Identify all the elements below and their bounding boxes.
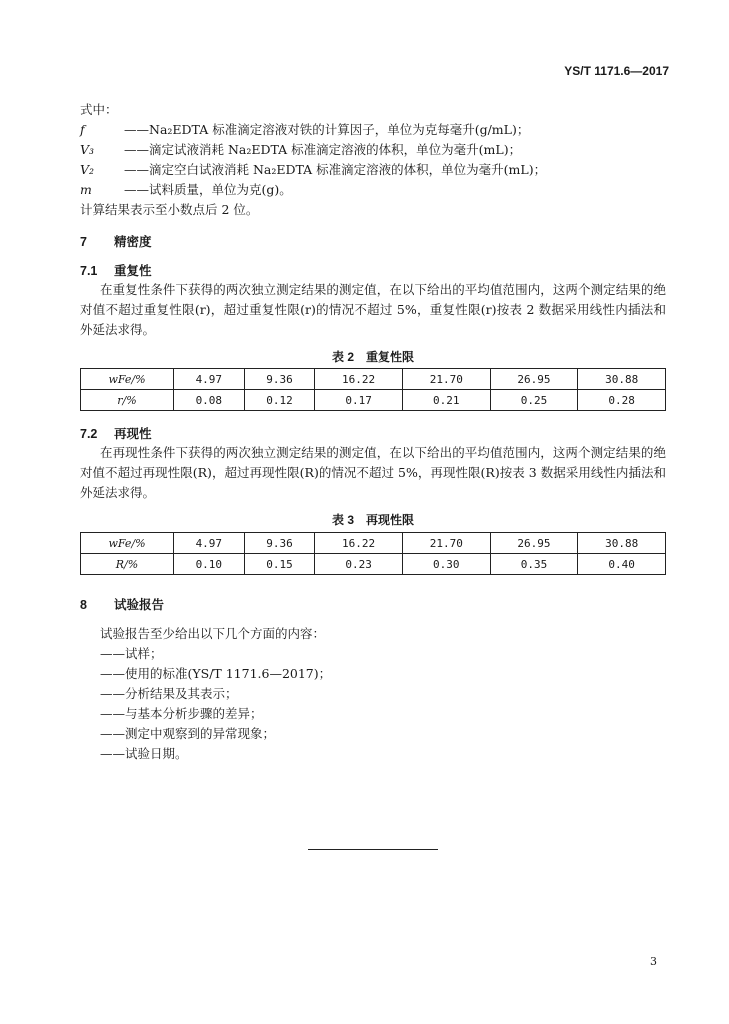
subsection-7-2-heading: [80, 425, 152, 443]
table-cell: 30.88: [578, 369, 666, 390]
subsection-7-1-heading: [80, 262, 152, 280]
reproducibility-table: [80, 532, 666, 575]
section-8-heading: [80, 596, 164, 614]
standard-code-header: YS/T 1171.6—2017: [564, 64, 669, 78]
section-number: 7: [80, 235, 87, 249]
table-cell: 0.08: [174, 390, 245, 411]
variable-symbol: f: [80, 122, 85, 137]
table-row: [81, 533, 666, 554]
variable-definition: ——滴定试液消耗 Na₂EDTA 标准滴定溶液的体积，单位为毫升(mL)；: [124, 142, 522, 157]
table-cell: 21.70: [402, 533, 490, 554]
row-label: r/%: [81, 390, 174, 411]
report-item: ——与基本分析步骤的差异；: [100, 706, 263, 721]
table-cell: 16.22: [315, 533, 403, 554]
variable-definition: ——滴定空白试液消耗 Na₂EDTA 标准滴定溶液的体积，单位为毫升(mL)；: [124, 162, 547, 177]
section-title: 试验报告: [114, 598, 165, 612]
table-cell: 16.22: [315, 369, 403, 390]
subsection-number: 7.1: [80, 264, 98, 278]
table-cell: 21.70: [402, 369, 490, 390]
variables-intro: 式中：: [80, 102, 118, 117]
table-cell: 4.97: [174, 533, 245, 554]
table-row: [81, 369, 666, 390]
variable-item: [80, 181, 292, 199]
table-cell: 0.40: [578, 554, 666, 575]
report-item: ——试验日期。: [100, 746, 188, 761]
report-item: ——使用的标准(YS/T 1171.6—2017)；: [100, 666, 332, 681]
table-row: [81, 390, 666, 411]
table-2-caption: 表 2 重复性限: [331, 350, 414, 364]
table-cell: 0.10: [174, 554, 245, 575]
row-label: wFe/%: [81, 533, 174, 554]
reproducibility-paragraph: 在再现性条件下获得的两次独立测定结果的测定值，在以下给出的平均值范围内，这两个测定结果的绝对值不超过再现性限(R)，超过再现性限(R)的情况不超过 5%，再现性限(R)按表 3 数据采用线性内插法和外延法求得。: [80, 445, 666, 500]
table-cell: 9.36: [244, 369, 315, 390]
table-cell: 0.15: [244, 554, 315, 575]
table-cell: 0.17: [315, 390, 403, 411]
table-cell: 0.35: [490, 554, 578, 575]
calculation-note: 计算结果表示至小数点后 2 位。: [80, 202, 259, 217]
table-cell: 4.97: [174, 369, 245, 390]
table-cell: 0.21: [402, 390, 490, 411]
variable-symbol: V₃: [80, 142, 95, 157]
table-cell: 0.30: [402, 554, 490, 575]
page-number: 3: [650, 955, 657, 968]
report-item: ——试样；: [100, 646, 163, 661]
table-cell: 0.28: [578, 390, 666, 411]
table-cell: 0.23: [315, 554, 403, 575]
report-item: ——测定中观察到的异常现象；: [100, 726, 276, 741]
report-intro: 试验报告至少给出以下几个方面的内容：: [100, 626, 326, 641]
variable-definition: ——Na₂EDTA 标准滴定溶液对铁的计算因子，单位为克每毫升(g/mL)；: [124, 122, 530, 137]
report-item: ——分析结果及其表示；: [100, 686, 238, 701]
table-cell: 30.88: [578, 533, 666, 554]
variable-item: [80, 141, 521, 159]
table-cell: 26.95: [490, 533, 578, 554]
section-number: 8: [80, 598, 87, 612]
section-title: 精密度: [114, 235, 152, 249]
variable-symbol: V₂: [80, 162, 95, 177]
table-cell: 0.25: [490, 390, 578, 411]
variable-item: [80, 161, 546, 179]
table-3-caption: 表 3 再现性限: [331, 513, 414, 527]
variable-symbol: m: [80, 182, 92, 197]
subsection-title: 重复性: [114, 264, 152, 278]
table-cell: 9.36: [244, 533, 315, 554]
subsection-title: 再现性: [114, 427, 152, 441]
end-of-document-rule: [308, 849, 438, 850]
section-7-heading: [80, 233, 152, 251]
table-cell: 0.12: [244, 390, 315, 411]
table-row: [81, 554, 666, 575]
repeatability-table: [80, 368, 666, 411]
repeatability-paragraph: 在重复性条件下获得的两次独立测定结果的测定值，在以下给出的平均值范围内，这两个测定结果的绝对值不超过重复性限(r)，超过重复性限(r)的情况不超过 5%，重复性限(r)按表 2 数据采用线性内插法和外延法求得。: [80, 282, 666, 337]
variable-definition: ——试料质量，单位为克(g)。: [124, 182, 292, 197]
table-cell: 26.95: [490, 369, 578, 390]
subsection-number: 7.2: [80, 427, 98, 441]
row-label: R/%: [81, 554, 174, 575]
variable-item: [80, 121, 529, 139]
row-label: wFe/%: [81, 369, 174, 390]
